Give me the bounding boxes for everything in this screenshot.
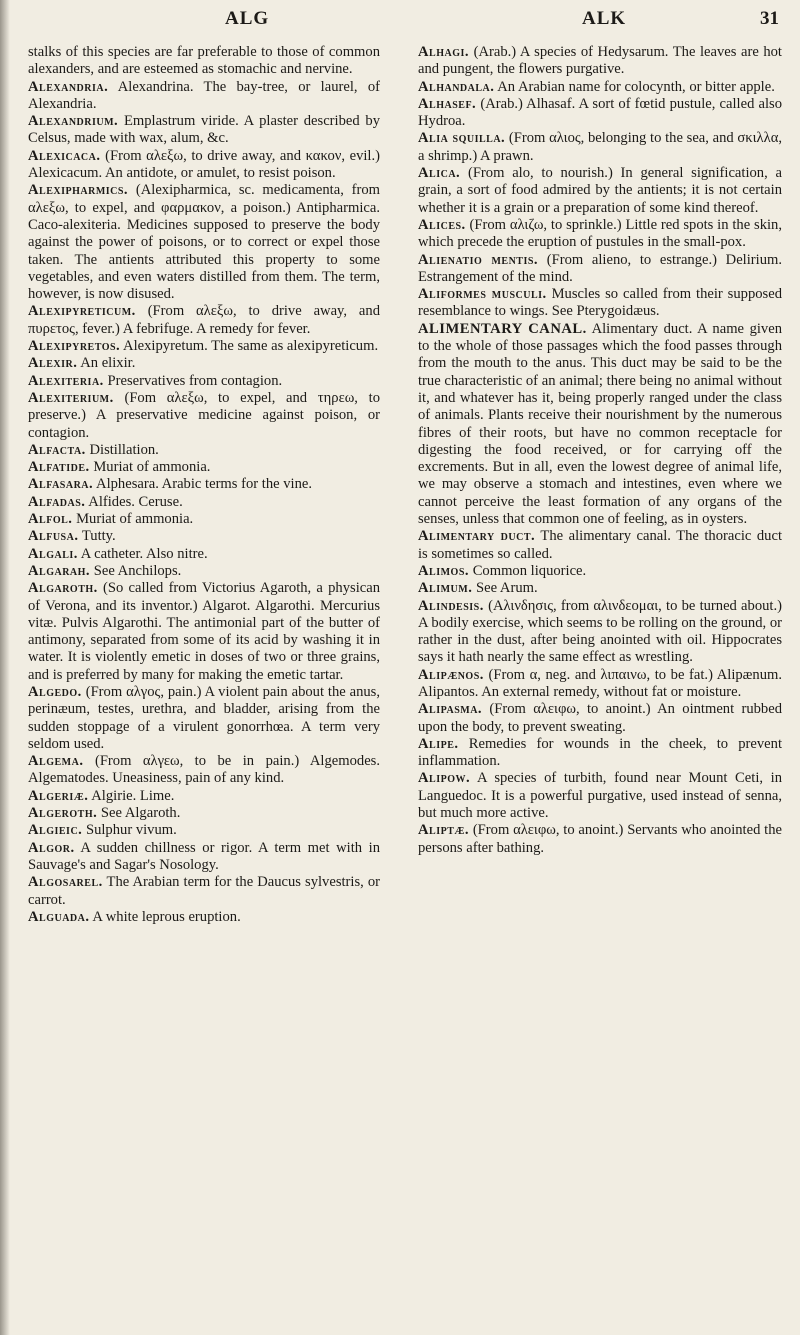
entry-headword: Alia squilla. <box>418 130 506 147</box>
dictionary-entry <box>418 667 782 702</box>
dictionary-entry <box>28 580 380 684</box>
dictionary-entry <box>28 182 380 303</box>
dictionary-entry <box>418 528 782 563</box>
dictionary-entry <box>28 684 380 753</box>
entry-headword: Alipow. <box>418 770 471 787</box>
entry-headword: Alices. <box>418 216 466 233</box>
entry-headword: Alfol. <box>28 511 73 528</box>
dictionary-entry <box>28 338 380 355</box>
entry-definition: (From αλγος, pain.) A violent pain about the anus, perinæum, testes, urethra, and bladder, arising from the sudden stoppage of a virulent gonorrhœa. A term very seldom used. <box>28 683 381 752</box>
dictionary-entry <box>28 874 380 909</box>
entry-headword: Alexandria. <box>28 78 109 95</box>
right-column <box>418 44 782 857</box>
left-column <box>28 44 380 926</box>
entry-definition: See Anchilops. <box>93 562 182 579</box>
dictionary-entry <box>28 355 380 372</box>
entry-headword: Algieic. <box>28 822 83 839</box>
entry-definition: Sulphur vivum. <box>85 822 177 839</box>
entry-definition: (Arab.) A species of Hedysarum. The leaves are hot and pungent, the flowers purgative. <box>418 44 782 78</box>
entry-definition: Algirie. Lime. <box>91 787 175 804</box>
entry-definition: (Alexipharmica, sc. medicamenta, from αλεξω, to expel, and φαρμακον, a poison.) Antipharmica. Caco-alexiteria. Medicines supposed to preserve the body against the power of poisons, or to correct or expel those taken. The antients attributed this property to some vegetables, and even waters distilled from them. The term, however, is now disused. <box>28 182 380 303</box>
entry-definition: Remedies for wounds in the cheek, to prevent inflammation. <box>418 735 782 770</box>
entry-definition: (Fom αλεξω, to expel, and τηρεω, to preserve.) A preservative medicine against poison, or contagion. <box>28 389 380 441</box>
entry-definition: (From αλειφω, to anoint.) Servants who anointed the persons after bathing. <box>418 822 782 856</box>
entry-definition: (From αλγεω, to be in pain.) Algemodes. Algematodes. Uneasiness, pain of any kind. <box>28 753 380 787</box>
dictionary-entry <box>28 822 380 839</box>
entry-definition: (From alo, to nourish.) In general signification, a grain, a sort of food admired by the antients; it is not certain whether it is a grain or a preparation of some kind thereof. <box>418 165 782 216</box>
dictionary-entry <box>28 788 380 805</box>
dictionary-entry <box>28 459 380 476</box>
entry-headword: Algali. <box>28 545 78 562</box>
page-number: 31 <box>760 8 779 29</box>
entry-definition: (From α, neg. and λιπαινω, to be fat.) Alipænum. Alipantos. An external remedy, without fat or moisture. <box>418 666 782 700</box>
entry-headword: Alfacta. <box>28 441 86 458</box>
entry-headword: Alfusa. <box>28 528 79 545</box>
dictionary-entry <box>418 598 782 667</box>
entry-definition: Muriat of ammonia. <box>76 511 194 528</box>
dictionary-entry <box>28 546 380 563</box>
dictionary-entry <box>28 44 380 79</box>
entry-headword: Alfatide. <box>28 459 90 476</box>
entry-headword: Alexipyretos. <box>28 338 121 355</box>
dictionary-entry <box>28 148 380 183</box>
entry-definition: Alexandrina. The bay-tree, or laurel, of Alexandria. <box>28 78 380 112</box>
entry-definition: (From αλιζω, to sprinkle.) Little red spots in the skin, which precede the eruption of pustules in the small-pox. <box>418 216 782 251</box>
entry-headword: Algor. <box>28 839 75 856</box>
entry-headword: Alguada. <box>28 908 90 925</box>
dictionary-entry <box>28 511 380 528</box>
dictionary-entry <box>418 563 782 580</box>
entry-headword: Alipænos. <box>418 666 484 683</box>
entry-definition: (From αλειφω, to anoint.) An ointment rubbed upon the body, to prevent sweating. <box>418 701 782 735</box>
dictionary-entry <box>418 321 782 529</box>
entry-definition: The Arabian term for the Daucus sylvestris, or carrot. <box>28 874 380 908</box>
entry-headword: Alexir. <box>28 355 78 372</box>
entry-headword: Alfasara. <box>28 476 94 493</box>
binding-shadow <box>0 0 10 1335</box>
entry-headword: Alimos. <box>418 562 470 579</box>
entry-headword: Alhagi. <box>418 44 470 60</box>
dictionary-entry <box>418 701 782 736</box>
entry-headword: Alipasma. <box>418 701 483 718</box>
dictionary-entry <box>418 217 782 252</box>
entry-headword: Aliptæ. <box>418 822 470 839</box>
entry-headword: Alienatio mentis. <box>418 251 539 268</box>
entry-definition: (Arab.) Alhasaf. A sort of fœtid pustule, called also Hydroa. <box>418 95 782 130</box>
dictionary-entry <box>28 476 380 493</box>
dictionary-entry <box>28 442 380 459</box>
entry-headword: Alexiterium. <box>28 389 114 406</box>
entry-headword: Alica. <box>418 165 461 182</box>
dictionary-entry <box>28 373 380 390</box>
dictionary-entry <box>28 753 380 788</box>
dictionary-entry <box>28 390 380 442</box>
dictionary-entry <box>418 252 782 287</box>
dictionary-entry <box>418 130 782 165</box>
entry-headword: Alhandala. <box>418 78 495 95</box>
entry-definition: Alfides. Ceruse. <box>88 493 183 510</box>
entry-headword: Alexipyreticum. <box>28 303 136 320</box>
entry-headword: Algeriæ. <box>28 787 89 804</box>
dictionary-entry <box>418 822 782 857</box>
dictionary-entry <box>28 79 380 114</box>
dictionary-entry <box>418 770 782 822</box>
entry-definition: Alphesara. Arabic terms for the vine. <box>96 476 313 493</box>
dictionary-entry <box>418 79 782 96</box>
entry-headword: Algema. <box>28 753 84 770</box>
entry-definition: A sudden chillness or rigor. A term met with in Sauvage's and Sagar's Nosology. <box>28 839 380 873</box>
entry-headword: Algarah. <box>28 562 91 579</box>
header-right-guide-word: ALK <box>582 8 627 29</box>
entry-headword: Alindesis. <box>418 597 484 614</box>
dictionary-entry <box>28 909 380 926</box>
entry-headword: Alexipharmics. <box>28 182 129 199</box>
entry-headword: Alfadas. <box>28 493 86 510</box>
entry-definition: An Arabian name for colocynth, or bitter apple. <box>497 78 775 95</box>
dictionary-entry <box>418 96 782 131</box>
entry-definition: See Arum. <box>476 580 538 597</box>
entry-headword: Alexicaca. <box>28 147 101 164</box>
running-header <box>0 6 800 40</box>
entry-definition: (So called from Victorius Agaroth, a physican of Verona, and its inventor.) Algarot. Algarothi. Mercurius vitæ. Pulvis Algarothi. The antimonial part of the butter of antimony, separated from some of its acid by washing it in water. It is violently emetic in doses of two or three grains, and is preferred by many for making the emetic tartar. <box>28 580 380 683</box>
entry-definition: A white leprous eruption. <box>92 908 241 925</box>
entry-definition: (Αλινδησις, from αλινδεομαι, to be turned about.) A bodily exercise, which seems to be rolling on the ground, or rather in the dust, after being anointed with oil. Hippocrates says it hath nearly the same effect as wrestling. <box>418 597 782 666</box>
entry-definition: Muriat of ammonia. <box>93 459 211 476</box>
entry-definition: Alimentary duct. A name given to the whole of those passages which the food passes through from the mouth to the anus. This duct may be said to be the true characteristic of an animal; there being no animal without it, and whatever has it, being properly ranged under the class of animals. Plants receive their nourishment by the numerous fibres of their roots, but have no common receptacle for digesting the food received, or for carrying off the excrements. But in all, even the lowest degree of animal life, we may observe a stomach and intestines, even where we cannot perceive the least formation of any organs of the senses, unless that common one of feeling, as in oysters. <box>418 320 782 528</box>
dictionary-entry <box>28 303 380 338</box>
entry-headword: Alexiteria. <box>28 372 104 389</box>
dictionary-entry <box>28 113 380 148</box>
dictionary-entry <box>418 286 782 321</box>
dictionary-entry <box>418 580 782 597</box>
entry-headword: Alexandrium. <box>28 113 119 130</box>
dictionary-entry <box>418 44 782 79</box>
entry-headword: Alipe. <box>418 735 459 752</box>
dictionary-entry <box>28 494 380 511</box>
entry-headword: ALIMENTARY CANAL. <box>418 320 587 337</box>
entry-headword: Algosarel. <box>28 874 103 891</box>
entry-definition: (From αλιος, belonging to the sea, and σκιλλα, a shrimp.) A prawn. <box>418 130 782 164</box>
dictionary-entry <box>28 840 380 875</box>
entry-headword: Alimentary duct. <box>418 528 536 545</box>
entry-definition: A species of turbith, found near Mount Ceti, in Languedoc. It is a powerful purgative, used instead of senna, but much more active. <box>418 770 782 822</box>
dictionary-entry <box>28 563 380 580</box>
entry-definition: Distillation. <box>89 441 159 458</box>
entry-definition: Emplastrum viride. A plaster described by Celsus, made with wax, alum, &c. <box>28 113 381 147</box>
entry-definition: The alimentary canal. The thoracic duct is sometimes so called. <box>418 528 783 562</box>
entry-definition: Preservatives from contagion. <box>107 372 283 389</box>
entry-headword: Alhasef. <box>418 95 477 112</box>
dictionary-entry <box>28 528 380 545</box>
entry-headword: Algaroth. <box>28 580 98 597</box>
entry-definition: Muscles so called from their supposed resemblance to wings. See Pterygoidæus. <box>418 286 782 320</box>
dictionary-entry <box>418 165 782 217</box>
entry-headword: Algedo. <box>28 683 82 700</box>
dictionary-entry <box>418 736 782 771</box>
entry-definition: Common liquorice. <box>472 562 587 579</box>
entry-definition: An elixir. <box>80 355 136 372</box>
dictionary-entry <box>28 805 380 822</box>
entry-definition: Tutty. <box>81 528 116 545</box>
entry-definition: stalks of this species are far preferable to those of common alexanders, and are esteemed as stomachic and nervine. <box>28 44 380 78</box>
entry-headword: Alimum. <box>418 580 473 597</box>
entry-definition: A catheter. Also nitre. <box>80 545 208 562</box>
entry-definition: See Algaroth. <box>100 805 181 822</box>
entry-definition: (From alieno, to estrange.) Delirium. Estrangement of the mind. <box>418 251 783 285</box>
entry-definition: (From αλεξω, to drive away, and κακον, evil.) Alexicacum. An antidote, or amulet, to resist poison. <box>28 147 380 182</box>
entry-headword: Aliformes musculi. <box>418 286 547 303</box>
header-left-guide-word: ALG <box>225 8 270 29</box>
entry-headword: Algeroth. <box>28 805 98 822</box>
entry-definition: (From αλεξω, to drive away, and πυρετος, fever.) A febrifuge. A remedy for fever. <box>28 303 380 337</box>
entry-definition: Alexipyretum. The same as alexipyreticum. <box>123 338 379 355</box>
